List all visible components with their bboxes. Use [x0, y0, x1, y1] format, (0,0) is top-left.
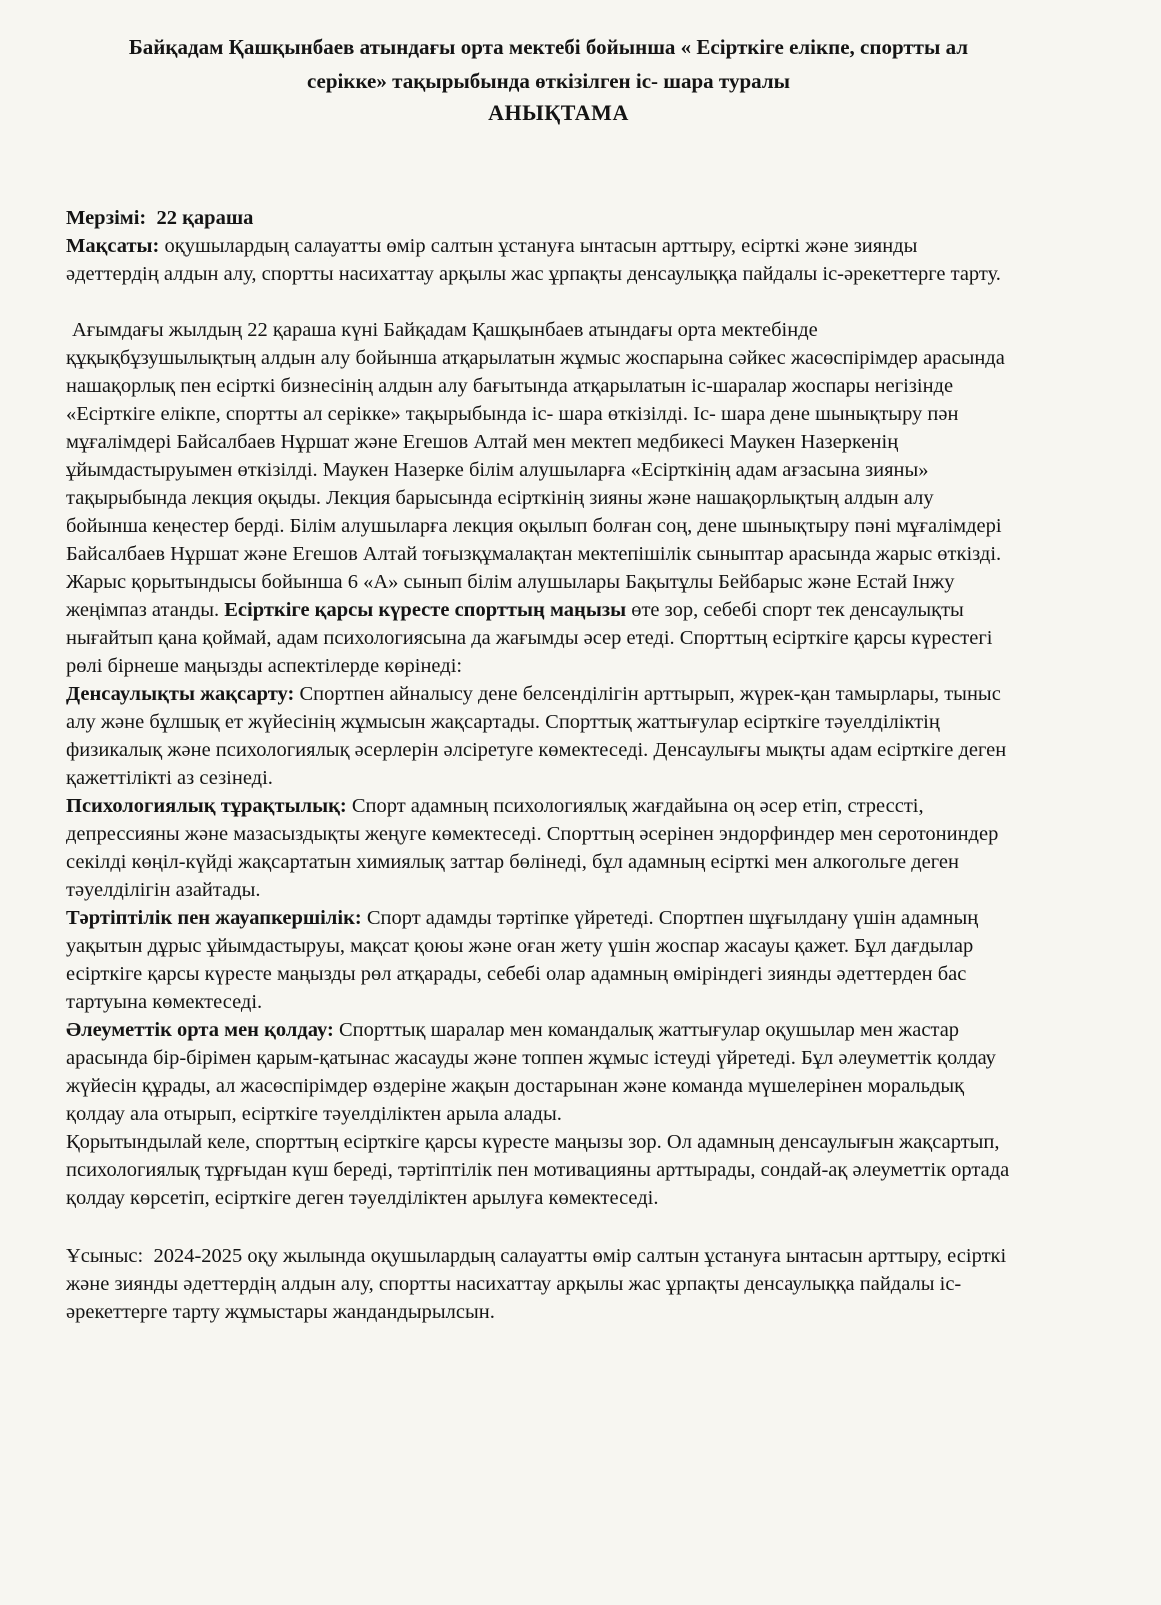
health-label: Денсаулықты жақсарту: [66, 683, 295, 705]
discipline-text: Спорт адамды тәртіпке үйретеді. Спортпен шұғылдану үшін адамның уақытын дұрыс ұйымдастыруы, мақсат қоюы және оған жету үшін жоспар жасауы қажет. Бұл дағдылар есірткіге қарсы күресте маңызды рөл атқарады, себебі олар адамның өміріндегі зиянды әдеттерден бас тартуына көмектеседі. [66, 907, 979, 1013]
discipline-label: Тәртіптілік пен жауапкершілік: [66, 907, 362, 929]
health-paragraph [66, 680, 1011, 792]
psych-text: Спорт адамның психологиялық жағдайына оң әсер етіп, стрессті, депрессияны және мазасыздықты жеңуге көмектеседі. Спорттың әсерінен эндорфиндер мен серотониндер секілді көңіл-күйді жақсартатын химиялық заттар бөлінеді, бұл адамның есірткі мен алкогольге деген тәуелділігін азайтады. [66, 795, 999, 901]
psych-label: Психологиялық тұрақтылық: [66, 795, 347, 817]
goal-value: оқушылардың салауатты өмір салтын ұстануға ынтасын арттыру, есірткі және зиянды әдеттердің алдын алу, спортты насихаттау арқылы жас ұрпақты денсаулыққа пайдалы іс-әрекеттерге тарту. [66, 235, 1001, 285]
goal-line [66, 232, 1011, 288]
document-heading: АНЫҚТАМА [488, 100, 629, 125]
date-line [66, 204, 1011, 232]
social-label: Әлеуметтік орта мен қолдау: [66, 1019, 334, 1041]
social-text: Спорттық шаралар мен командалық жаттығулар оқушылар мен жастар арасында бір-бірімен қарым-қатынас жасауды және топпен жұмыс істеуді үйретеді. Бұл әлеуметтік қолдау жүйесін құрады, ал жасөспірімдер өздеріне жақын достарынан және команда мүшелерінен моральдық қолдау ала отырып, есірткіге тәуелділіктен арыла алады. [66, 1019, 996, 1125]
discipline-paragraph [66, 904, 1011, 1016]
meta-section [66, 204, 1011, 288]
date-value: 22 қараша [156, 207, 254, 229]
intro-paragraph [66, 316, 1011, 680]
health-text: Спортпен айналысу дене белсенділігін арттырып, жүрек-қан тамырлары, тыныс алу және бұлшық ет жүйесінің жұмысын жақсартады. Спорттық жаттығулар есірткіге тәуелділіктің физикалық және психологиялық әсерлерін әлсіретуге көмектеседі. Денсаулығы мықты адам есірткіге деген қажеттілікті аз сезінеді. [66, 683, 1007, 789]
psych-paragraph [66, 792, 1011, 904]
goal-label: Мақсаты: [66, 235, 160, 257]
document-title: Байқадам Қашқынбаев атындағы орта мектебі бойынша « Есірткіге елікпе, спортты ал серікке» тақырыбында өткізілген іс- шара туралы [128, 35, 969, 93]
date-label: Мерзімі: [66, 207, 147, 229]
conclusion-paragraph: Қорытындылай келе, спорттың есірткіге қарсы күресте маңызы зор. Ол адамның денсаулығын жақсартып, психологиялық тұрғыдан күш береді, тәртіптілік пен мотивацияны арттырады, сондай-ақ әлеуметтік ортада қолдау көрсетіп, есірткіге деген тәуелділіктен арылуға көмектеседі. [66, 1131, 1010, 1209]
sport-importance-bold: Есірткіге қарсы күресте спорттың маңызы [224, 599, 627, 621]
recommendation-label: Ұсыныс: [66, 1245, 144, 1267]
intro-text: Ағымдағы жылдың 22 қараша күні Байқадам Қашқынбаев атындағы орта мектебінде құқықбұзушылықтың алдын алу бойынша атқарылатын жұмыс жоспарына сәйкес жасөспірімдер арасында нашақорлық пен есірткі бизнесінің алдын алу бағытында атқарылатын іс-шаралар жоспары негізінде «Есірткіге елікпе, спортты ал серікке» тақырыбында іс- шара өткізілді. Іс- шара дене шынықтыру пән мұғалімдері Байсалбаев Нұршат және Егешов Алтай мен мектеп медбикесі Маукен Назеркенің ұйымдастыруымен өткізілді. Маукен Назерке білім алушыларға «Есірткінің адам ағзасына зияны» тақырыбында лекция оқыды. Лекция барысында есірткінің зияны және нашақорлықтың алдын алу бойынша кеңестер берді. Білім алушыларға лекция оқылып болған соң, дене шынықтыру пәні мұғалімдері Байсалбаев Нұршат және Егешов Алтай тоғызқұмалақтан мектепішілік сыныптар арасында жарыс өткізді. Жарыс қорытындысы бойынша 6 «А» сынып білім алушылары Бақытұлы Бейбарыс және Естай Інжу жеңімпаз атанды. [66, 319, 1005, 621]
recommendation-text: 2024-2025 оқу жылында оқушылардың салауатты өмір салтын ұстануға ынтасын арттыру, есірткі және зиянды әдеттердің алдын алу, спортты насихаттау арқылы жас ұрпақты денсаулыққа пайдалы іс-әрекеттерге тарту жұмыстары жандандырылсын. [66, 1245, 1007, 1323]
social-paragraph [66, 1016, 1011, 1128]
recommendation-section [66, 1242, 1011, 1326]
report-body [66, 316, 1011, 1212]
sport-importance-text: өте зор, себебі спорт тек денсаулықты нығайтып қана қоймай, адам психологиясына да жағымды әсер етеді. Спорттың есірткіге қарсы күрестегі рөлі бірнеше маңызды аспектілерде көрінеді: [66, 599, 993, 677]
